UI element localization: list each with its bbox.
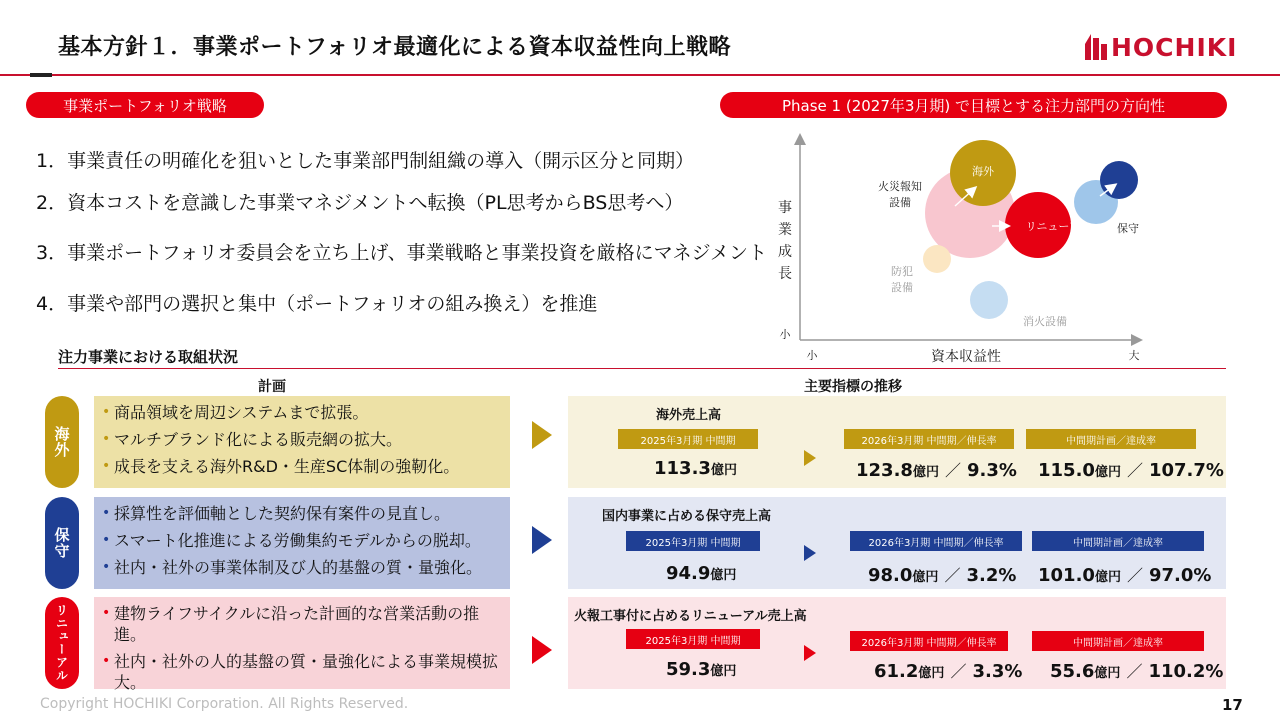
y-axis-label-char: 長 bbox=[778, 266, 792, 282]
phase1-direction-pill: Phase 1 (2027年3月期) で目標とする注力部門の方向性 bbox=[720, 92, 1227, 118]
bubble-security bbox=[923, 245, 951, 273]
tag-plan: 中間期計画／達成率 bbox=[1032, 631, 1204, 651]
copyright-text: Copyright HOCHIKI Corporation. All Rights Reserved. bbox=[40, 696, 409, 712]
y-axis-label-char: 業 bbox=[778, 222, 792, 238]
arrow-right-icon bbox=[804, 450, 816, 466]
value-prev: 113.3億円 bbox=[654, 458, 737, 479]
y-axis-label-char: 事 bbox=[778, 200, 792, 216]
logo-text: HOCHIKI bbox=[1111, 32, 1238, 62]
policy-item: 4．事業や部門の選択と集中（ポートフォリオの組み換え）を推進 bbox=[36, 293, 598, 315]
y-min-label: 小 bbox=[779, 328, 791, 341]
portfolio-strategy-pill: 事業ポートフォリオ戦略 bbox=[26, 92, 264, 118]
policy-item: 2．資本コストを意識した事業マネジメントへ転換（PL思考からBS思考へ） bbox=[36, 192, 684, 214]
value-current: 98.0億円 ／ 3.2% bbox=[868, 565, 1017, 586]
metrics-column-header: 主要指標の推移 bbox=[804, 379, 902, 395]
value-prev: 94.9億円 bbox=[666, 563, 737, 584]
metric-title: 国内事業に占める保守売上高 bbox=[602, 509, 772, 524]
category-badge-renewal: リニューアル bbox=[45, 597, 79, 689]
bubble-extinguishing bbox=[970, 281, 1008, 319]
bullet-icon: • bbox=[102, 532, 111, 548]
portfolio-bubble-chart bbox=[770, 128, 1150, 368]
label-security-1: 防犯 bbox=[891, 265, 913, 278]
bullet-icon: • bbox=[102, 505, 111, 521]
x-axis-label: 資本収益性 bbox=[931, 349, 1001, 365]
plan-item: • 社内・社外の人的基盤の質・量強化による事業規模拡大。 bbox=[102, 652, 499, 692]
plan-item: • 商品領域を周辺システムまで拡張。 bbox=[102, 403, 369, 422]
tag-prev-period: 2025年3月期 中間期 bbox=[618, 429, 758, 449]
hochiki-logo bbox=[1085, 30, 1255, 64]
policy-item: 3．事業ポートフォリオ委員会を立ち上げ、事業戦略と事業投資を厳格にマネジメント bbox=[36, 242, 768, 264]
focus-divider bbox=[58, 368, 1226, 369]
bubble-maintenance-target bbox=[1100, 161, 1138, 199]
x-max-label: 大 bbox=[1128, 349, 1140, 362]
metric-box-maintenance bbox=[568, 497, 1226, 589]
label-extinguishing: 消火設備 bbox=[1023, 315, 1067, 328]
label-fire-alarm-2: 設備 bbox=[889, 196, 911, 209]
page-number: 17 bbox=[1222, 696, 1243, 714]
tag-prev-period: 2025年3月期 中間期 bbox=[626, 531, 760, 551]
label-fire-alarm-1: 火災報知 bbox=[878, 180, 922, 193]
category-badge-overseas: 海外 bbox=[45, 396, 79, 488]
logo-mark-icon bbox=[1085, 34, 1107, 60]
x-min-label: 小 bbox=[806, 349, 818, 362]
tag-current-period: 2026年3月期 中間期／伸長率 bbox=[850, 531, 1022, 551]
bullet-icon: • bbox=[102, 431, 111, 447]
plan-item: • 成長を支える海外R&D・生産SC体制の強靭化。 bbox=[102, 457, 460, 476]
value-prev: 59.3億円 bbox=[666, 659, 737, 680]
plan-item: • 採算性を評価軸とした契約保有案件の見直し。 bbox=[102, 504, 451, 523]
page-title: 基本方針１．事業ポートフォリオ最適化による資本収益性向上戦略 bbox=[58, 35, 732, 60]
plan-item: • マルチブランド化による販売網の拡大。 bbox=[102, 430, 403, 449]
bullet-icon: • bbox=[102, 653, 111, 669]
arrow-right-icon bbox=[532, 526, 552, 554]
tag-plan: 中間期計画／達成率 bbox=[1026, 429, 1196, 449]
value-plan: 55.6億円 ／ 110.2% bbox=[1050, 661, 1224, 682]
value-plan: 101.0億円 ／ 97.0% bbox=[1038, 565, 1212, 586]
value-current: 61.2億円 ／ 3.3% bbox=[874, 661, 1023, 682]
tag-current-period: 2026年3月期 中間期／伸長率 bbox=[850, 631, 1008, 651]
focus-section-title: 注力事業における取組状況 bbox=[58, 348, 239, 366]
plan-box-overseas bbox=[94, 396, 510, 488]
tag-prev-period: 2025年3月期 中間期 bbox=[626, 629, 760, 649]
bullet-icon: • bbox=[102, 458, 111, 474]
plan-box-renewal bbox=[94, 597, 510, 692]
plan-item: • 建物ライフサイクルに沿った計画的な営業活動の推進。 bbox=[102, 604, 480, 644]
label-renewal: リニューアル bbox=[1025, 220, 1091, 233]
tag-plan: 中間期計画／達成率 bbox=[1032, 531, 1204, 551]
metric-title: 海外売上高 bbox=[656, 408, 722, 423]
plan-box-maintenance bbox=[94, 497, 510, 589]
arrow-right-icon bbox=[532, 421, 552, 449]
label-maintenance: 保守 bbox=[1117, 222, 1139, 235]
category-badge-maintenance: 保守 bbox=[45, 497, 79, 589]
bullet-icon: • bbox=[102, 404, 111, 420]
arrow-right-icon bbox=[804, 545, 816, 561]
y-axis-label bbox=[778, 199, 792, 282]
title-divider-accent bbox=[30, 73, 52, 77]
metric-title: 火報工事付に占めるリニューアル売上高 bbox=[574, 609, 807, 624]
plan-column-header: 計画 bbox=[258, 379, 286, 395]
arrow-right-icon bbox=[804, 645, 816, 661]
value-plan: 115.0億円 ／ 107.7% bbox=[1038, 460, 1224, 481]
title-divider bbox=[0, 74, 1280, 76]
arrow-right-icon bbox=[532, 636, 552, 664]
metric-box-renewal bbox=[568, 597, 1226, 689]
plan-item: • 社内・社外の事業体制及び人的基盤の質・量強化。 bbox=[102, 558, 483, 577]
plan-item: • スマート化推進による労働集約モデルからの脱却。 bbox=[102, 531, 481, 550]
bullet-icon: • bbox=[102, 559, 111, 575]
label-overseas: 海外 bbox=[972, 165, 994, 178]
metric-box-overseas bbox=[568, 396, 1226, 488]
label-security-2: 設備 bbox=[891, 281, 913, 294]
value-current: 123.8億円 ／ 9.3% bbox=[856, 460, 1017, 481]
policy-item: 1．事業責任の明確化を狙いとした事業部門制組織の導入（開示区分と同期） bbox=[36, 150, 695, 172]
bullet-icon: • bbox=[102, 605, 111, 621]
tag-current-period: 2026年3月期 中間期／伸長率 bbox=[844, 429, 1014, 449]
y-axis-label-char: 成 bbox=[778, 244, 792, 260]
